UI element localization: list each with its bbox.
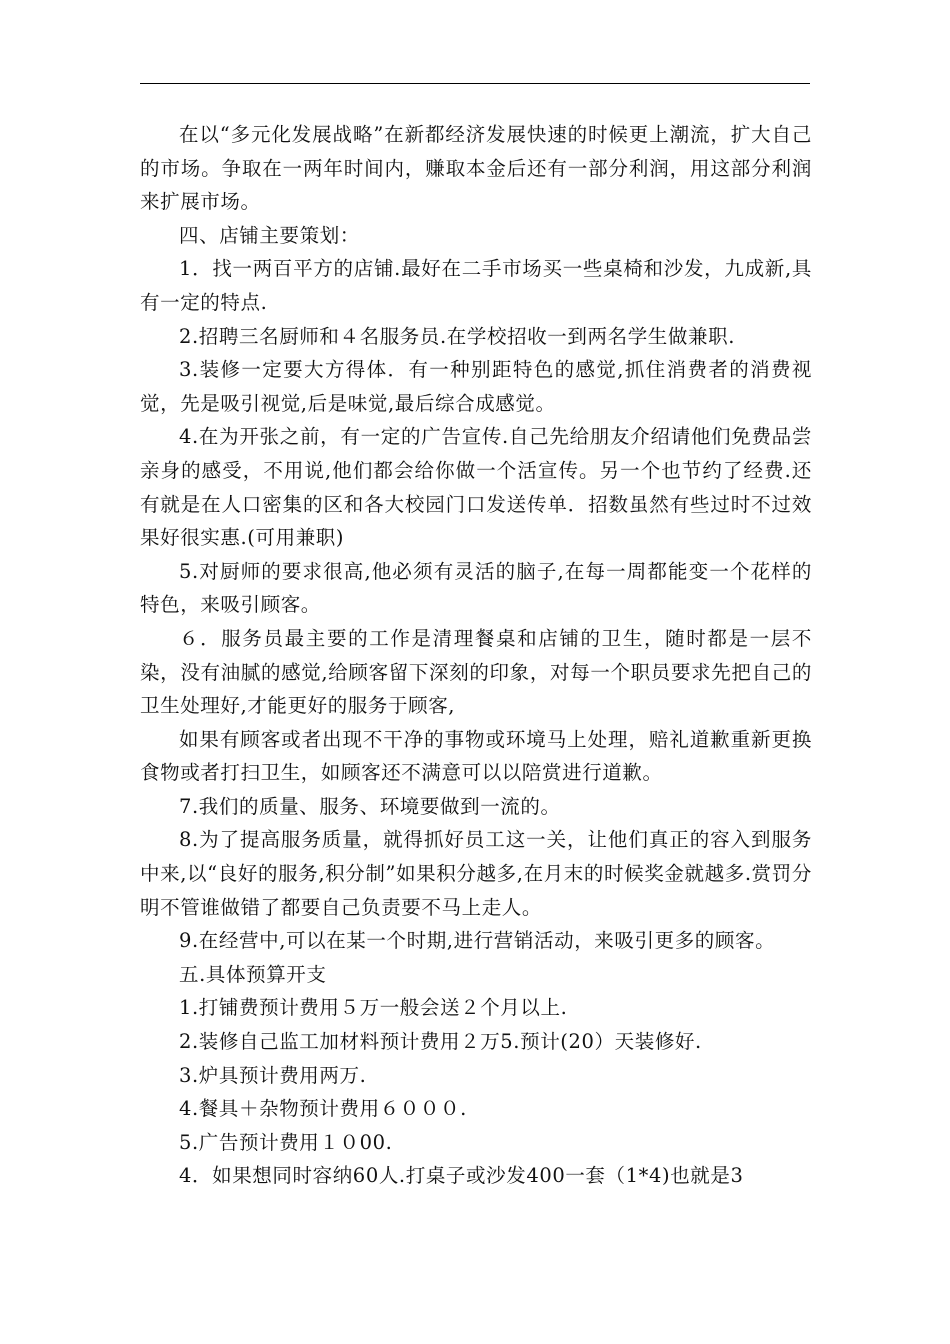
list-item-chef-requirements: 5.对厨师的要求很高,他必须有灵活的脑子,在每一周都能变一个花样的特色，来吸引顾客。 <box>140 559 812 617</box>
list-item-marketing: 9.在经营中,可以在某一个时期,进行营销活动，来吸引更多的顾客。 <box>179 929 776 953</box>
list-item-decoration: 3.装修一定要大方得体．有一种别距特色的感觉,抓住消费者的消费视觉，先是吸引视觉,后是味觉,最后综合成感觉。 <box>140 358 812 415</box>
budget-item-seating: 4．如果想同时容纳60人.打桌子或沙发400一套（1*4)也就是3 <box>179 1164 744 1188</box>
document-body <box>140 118 812 1193</box>
budget-item-rent: 1.打铺费预计费用５万一般会送２个月以上. <box>179 996 568 1020</box>
paragraph-customer-complaints: 如果有顾客或者出现不干净的事物或环境马上处理，赔礼道歉重新更换食物或者打扫卫生，如顾客还不满意可以以陪赏进行道歉。 <box>140 727 812 785</box>
list-item-advertising: 4.在为开张之前，有一定的广告宣传.自己先给朋友介绍请他们免费品尝亲身的感受，不用说,他们都会给你做一个活宣传。另一个也节约了经费.还有就是在人口密集的区和各大校园门口发送传单．招数虽然有些过时不过效果好很实惠.(可用兼职) <box>140 425 812 550</box>
budget-item-tableware: 4.餐具＋杂物预计费用６０００. <box>179 1097 467 1121</box>
paragraph-strategy: 在以“多元化发展战略”在新都经济发展快速的时候更上潮流，扩大自己的市场。争取在一两年时间内，赚取本金后还有一部分利润，用这部分利润来扩展市场。 <box>140 123 812 214</box>
budget-item-renovation: 2.装修自己监工加材料预计费用２万5.预计(20）天装修好. <box>179 1030 702 1054</box>
list-item-quality: 7.我们的质量、服务、环境要做到一流的。 <box>179 794 561 818</box>
list-item-service-quality: 8.为了提高服务质量，就得抓好员工这一关，让他们真正的容入到服务中来,以“良好的服务,积分制”如果积分越多,在月末的时候奖金就越多.赏罚分明不管谁做错了都要自己负责要不马上走人。 <box>140 828 812 919</box>
section-heading-store-plan: 四、店铺主要策划： <box>179 223 360 247</box>
section-heading-budget: 五.具体预算开支 <box>179 962 327 986</box>
budget-item-stoves: 3.炉具预计费用两万. <box>179 1063 367 1087</box>
budget-item-advertising: 5.广告预计费用１０00. <box>179 1130 393 1154</box>
list-item-waiter-duties: ６．服务员最主要的工作是清理餐桌和店铺的卫生，随时都是一层不染，没有油腻的感觉,给顾客留下深刻的印象，对每一个职员要求先把自己的卫生处理好,才能更好的服务于顾客, <box>140 626 812 718</box>
list-item-hiring: 2.招聘三名厨师和４名服务员.在学校招收一到两名学生做兼职. <box>179 324 736 348</box>
header-rule <box>140 83 810 84</box>
list-item-store-location: 1．找一两百平方的店铺.最好在二手市场买一些桌椅和沙发，九成新,具有一定的特点. <box>140 257 812 314</box>
